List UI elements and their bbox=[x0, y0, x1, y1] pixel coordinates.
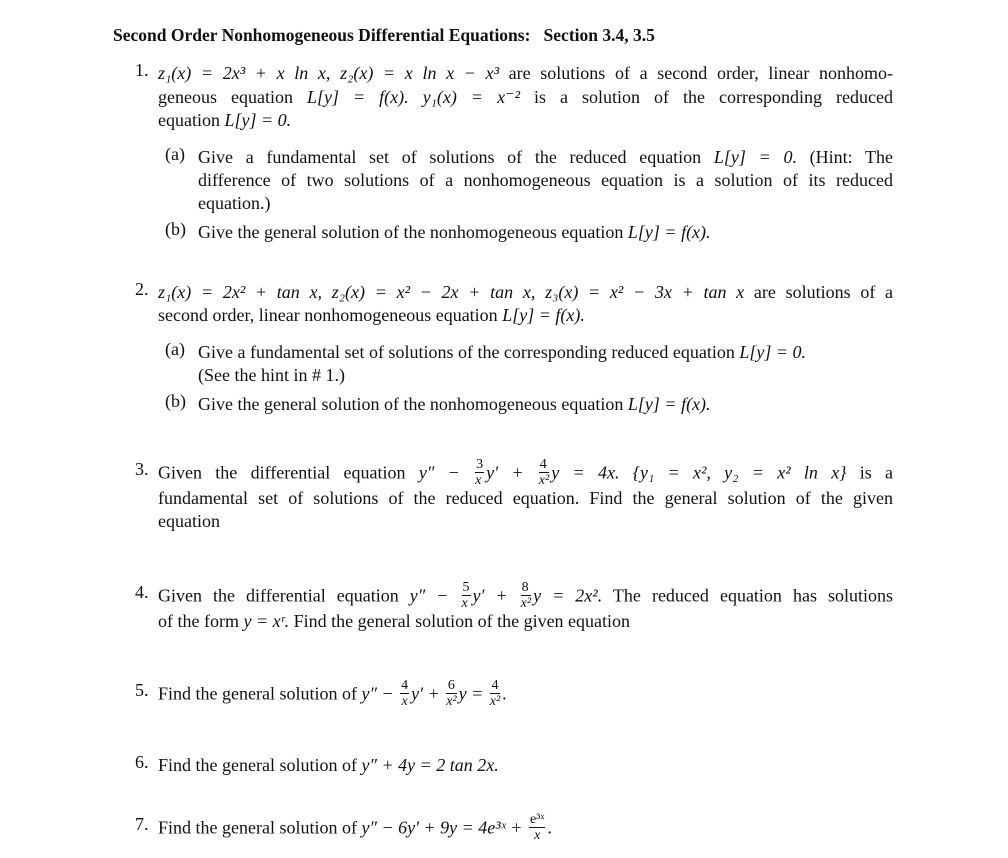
fraction-numerator: 6 bbox=[447, 678, 455, 693]
math-expression: L[y] = 0. bbox=[739, 342, 807, 362]
text: is a bbox=[859, 462, 894, 483]
fraction-denominator: x² bbox=[520, 596, 532, 611]
problem-line bbox=[198, 362, 345, 388]
fraction bbox=[521, 580, 531, 611]
text: are solutions of a second order, linear nonhomo- bbox=[508, 63, 894, 83]
math-expression: y₁(x) = x⁻² bbox=[422, 87, 520, 107]
math-expression: y = bbox=[458, 683, 484, 704]
text: (Hint: The bbox=[809, 147, 894, 167]
fraction-denominator: x² bbox=[446, 694, 457, 709]
math-expression: y″ − 6y′ + 9y = 4e³ˣ + bbox=[361, 817, 523, 838]
fraction-denominator: x² bbox=[489, 694, 501, 709]
item-label: (a) bbox=[165, 144, 185, 164]
math-expression: L[y] = 0. bbox=[224, 110, 292, 130]
problem-line bbox=[198, 219, 711, 245]
math-expression: y″ − bbox=[409, 585, 449, 606]
fraction-numerator: 8 bbox=[521, 580, 531, 596]
math-expression: {y₁ = x², y₂ = x² ln x} bbox=[632, 462, 847, 483]
problem-line bbox=[158, 485, 893, 511]
fraction-denominator: x bbox=[461, 596, 468, 611]
math-expression: y″ + 4y = 2 tan 2x. bbox=[361, 755, 499, 775]
text: . bbox=[547, 817, 552, 838]
item-label: 4. bbox=[135, 582, 149, 602]
text: (See the hint in # 1.) bbox=[198, 365, 345, 385]
problem-line bbox=[158, 678, 507, 709]
fraction-numerator: 4 bbox=[491, 678, 499, 693]
fraction bbox=[529, 812, 545, 843]
text: Find the general solution of the given equation bbox=[293, 611, 631, 631]
problem-line bbox=[158, 508, 220, 534]
problem-line bbox=[158, 580, 894, 611]
math-expression: z₁(x) = 2x² + tan x, bbox=[158, 282, 323, 302]
math-expression: y′ + bbox=[411, 683, 440, 704]
problem-line bbox=[198, 167, 893, 193]
math-expression: y = xʳ. bbox=[243, 611, 290, 631]
problem-line bbox=[158, 60, 893, 86]
text: Give a fundamental set of solutions of the reduced equation bbox=[198, 147, 714, 167]
problem-line bbox=[158, 812, 552, 843]
text: Given the differential equation bbox=[158, 462, 419, 483]
fraction-numerator: 4 bbox=[539, 457, 549, 473]
math-expression: y = 4x. bbox=[551, 462, 620, 483]
math-expression: z₁(x) = 2x³ + x ln x, bbox=[158, 63, 331, 83]
fraction-denominator: x bbox=[401, 694, 408, 709]
text: Find the general solution of bbox=[158, 755, 362, 775]
problem-line bbox=[198, 391, 711, 417]
text: The reduced equation has solutions bbox=[612, 585, 894, 606]
math-expression: L[y] = f(x). bbox=[627, 222, 711, 242]
fraction bbox=[475, 457, 484, 488]
problem-line bbox=[198, 190, 270, 216]
fraction-denominator: x bbox=[475, 473, 482, 488]
text: Find the general solution of bbox=[158, 817, 362, 838]
math-expression: L[y] = f(x). bbox=[502, 305, 585, 325]
math-expression: y′ + bbox=[472, 585, 508, 606]
fraction bbox=[490, 678, 500, 709]
math-expression: y″ − bbox=[418, 462, 460, 483]
text: geneous equation bbox=[158, 87, 307, 107]
math-expression: z₂(x) = x ln x − x³ bbox=[340, 63, 499, 83]
math-expression: y′ + bbox=[486, 462, 524, 483]
problem-line bbox=[158, 752, 499, 778]
text: are solutions of a bbox=[753, 282, 894, 302]
fraction-denominator: x bbox=[534, 828, 541, 843]
text: Give the general solution of the nonhomogeneous equation bbox=[198, 222, 628, 242]
fraction bbox=[400, 678, 409, 709]
math-expression: L[y] = 0. bbox=[713, 147, 797, 167]
item-label: 3. bbox=[135, 459, 149, 479]
text: second order, linear nonhomogeneous equation bbox=[158, 305, 503, 325]
text: equation bbox=[158, 110, 225, 130]
text: Give the general solution of the nonhomogeneous equation bbox=[198, 394, 628, 414]
fraction-numerator: e³ˣ bbox=[529, 812, 545, 827]
math-expression: y = 2x². bbox=[533, 585, 603, 606]
item-label: (b) bbox=[165, 391, 186, 411]
text: . bbox=[502, 683, 507, 704]
text: Find the general solution of bbox=[158, 683, 362, 704]
math-expression: L[y] = f(x). bbox=[307, 87, 409, 107]
fraction bbox=[462, 580, 471, 611]
text: fundamental set of solutions of the reduced equation. Find the general solution of the given bbox=[158, 488, 893, 508]
item-label: 7. bbox=[135, 814, 149, 834]
text: Give a fundamental set of solutions of the corresponding reduced equation bbox=[198, 342, 740, 362]
page-title: Second Order Nonhomogeneous Differential Equations: Section 3.4, 3.5 bbox=[113, 25, 655, 45]
math-expression: y″ − bbox=[361, 683, 394, 704]
item-label: 2. bbox=[135, 279, 149, 299]
fraction-numerator: 5 bbox=[462, 580, 470, 595]
text: Given the differential equation bbox=[158, 585, 410, 606]
item-label: 1. bbox=[135, 60, 149, 80]
fraction bbox=[446, 678, 456, 709]
problem-line bbox=[158, 457, 894, 488]
text: of the form bbox=[158, 611, 244, 631]
fraction-numerator: 4 bbox=[401, 678, 409, 693]
fraction-denominator: x² bbox=[538, 473, 550, 488]
problem-line bbox=[158, 608, 630, 634]
fraction bbox=[539, 457, 549, 488]
text: equation bbox=[158, 511, 220, 531]
problem-line bbox=[158, 107, 291, 133]
item-label: 5. bbox=[135, 680, 149, 700]
fraction-numerator: 3 bbox=[476, 457, 484, 472]
problem-line bbox=[158, 302, 585, 328]
math-expression: z₂(x) = x² − 2x + tan x, bbox=[331, 282, 536, 302]
item-label: (b) bbox=[165, 219, 186, 239]
text: is a solution of the corresponding reduced bbox=[534, 87, 894, 107]
math-expression: z₃(x) = x² − 3x + tan x bbox=[545, 282, 745, 302]
item-label: (a) bbox=[165, 339, 185, 359]
text: difference of two solutions of a nonhomogeneous equation is a solution of its reduced bbox=[198, 170, 893, 190]
math-expression: L[y] = f(x). bbox=[627, 394, 711, 414]
item-label: 6. bbox=[135, 752, 149, 772]
text: equation.) bbox=[198, 193, 271, 213]
